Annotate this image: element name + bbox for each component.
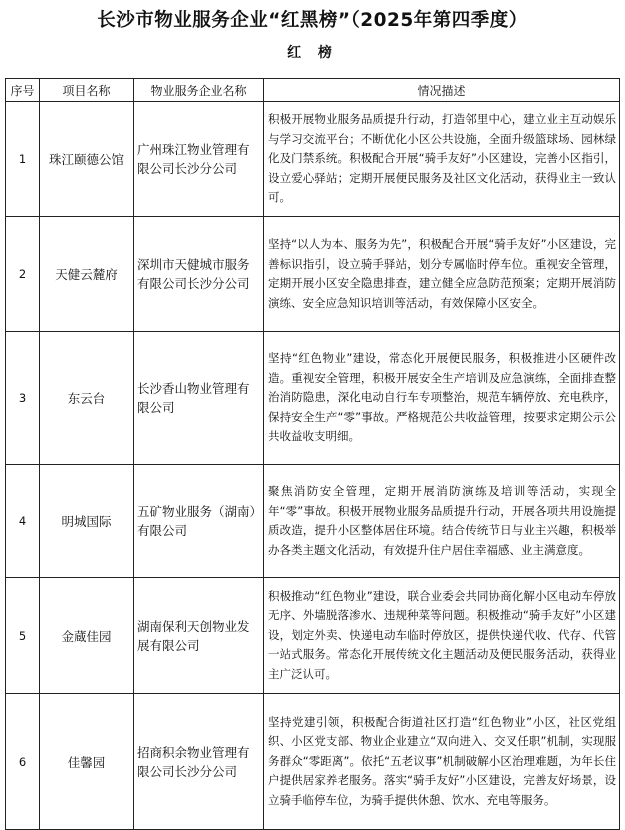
document-subtitle: 红 榜 bbox=[287, 45, 338, 61]
red-list-table bbox=[5, 78, 620, 830]
table-row bbox=[6, 465, 620, 578]
column-header-index: 序号 bbox=[6, 79, 40, 102]
row-index: 4 bbox=[6, 465, 40, 578]
table-row bbox=[6, 217, 620, 332]
row-project-name: 金蔵佳园 bbox=[40, 578, 134, 694]
row-company-name: 五矿物业服务（湖南）有限公司 bbox=[134, 465, 264, 578]
row-project-name: 明城国际 bbox=[40, 465, 134, 578]
column-header-project: 项目名称 bbox=[40, 79, 134, 102]
row-company-name: 深圳市天健城市服务有限公司长沙分公司 bbox=[134, 217, 264, 332]
table-row bbox=[6, 332, 620, 465]
row-description: 坚持“红色物业”建设，常态化开展便民服务，积极推进小区硬件改造。重视安全管理，积极开展安全生产培训及应急演练，全面排查整治消防隐患，深化电动自行车专项整治，规范车辆停放、充电秩序，保持安全生产“零”事故。严格规范公共收益管理，按要求定期公示公共收益收支明细。 bbox=[264, 332, 620, 465]
row-description: 坚持党建引领，积极配合街道社区打造“红色物业”小区，社区党组织、小区党支部、物业企业建立“双向进入、交叉任职”机制，实现服务群众“零距离”。依托“五老议事”机制破解小区治理难题，为年长住户提供居家养老服务。落实“骑手友好”小区建设，完善友好场景，设立骑手临停车位，为骑手提供休憩、饮水、充电等服务。 bbox=[264, 694, 620, 830]
row-description: 积极开展物业服务品质提升行动，打造邻里中心，建立业主互动娱乐与学习交流平台；不断优化小区公共设施，全面升级篮球场、园林绿化及门禁系统。积极配合开展“骑手友好”小区建设，完善小区指引，设立爱心驿站；定期开展便民服务及社区文化活动，获得业主一致认可。 bbox=[264, 102, 620, 217]
table-row bbox=[6, 578, 620, 694]
row-company-name: 长沙香山物业管理有限公司 bbox=[134, 332, 264, 465]
table-header-row bbox=[6, 79, 620, 102]
row-index: 2 bbox=[6, 217, 40, 332]
row-index: 5 bbox=[6, 578, 40, 694]
table-row bbox=[6, 694, 620, 830]
row-project-name: 东云台 bbox=[40, 332, 134, 465]
row-project-name: 珠江颐德公馆 bbox=[40, 102, 134, 217]
row-description: 积极推动“红色物业”建设，联合业委会共同协商化解小区电动车停放无序、外墙脱落渗水、违规种菜等问题。积极推动“骑手友好”小区建设，划定外卖、快递电动车临时停放区，提供快递代收、代存、代管一站式服务。常态化开展传统文化主题活动及便民服务活动，获得业主广泛认可。 bbox=[264, 578, 620, 694]
column-header-company: 物业服务企业名称 bbox=[134, 79, 264, 102]
document-title: 长沙市物业服务企业“红黑榜”（2025年第四季度） bbox=[97, 10, 528, 31]
table-row bbox=[6, 102, 620, 217]
row-project-name: 佳馨园 bbox=[40, 694, 134, 830]
column-header-description: 情况描述 bbox=[264, 79, 620, 102]
row-company-name: 招商积余物业管理有限公司长沙分公司 bbox=[134, 694, 264, 830]
row-description: 坚持“以人为本、服务为先”，积极配合开展“骑手友好”小区建设，完善标识指引，设立骑手驿站，划分专属临时停车位。重视安全管理，定期开展小区安全隐患排查，建立健全应急防范预案；定期开展消防演练、安全应急知识培训等活动，有效保障小区安全。 bbox=[264, 217, 620, 332]
row-index: 6 bbox=[6, 694, 40, 830]
row-project-name: 天健云麓府 bbox=[40, 217, 134, 332]
row-index: 1 bbox=[6, 102, 40, 217]
row-company-name: 广州珠江物业管理有限公司长沙分公司 bbox=[134, 102, 264, 217]
row-description: 聚焦消防安全管理，定期开展消防演练及培训等活动，实现全年“零”事故。积极开展物业服务品质提升行动，开展各项共用设施提质改造，提升小区整体居住环境。结合传统节日与业主兴趣，积极举办各类主题文化活动，有效提升住户居住幸福感、业主满意度。 bbox=[264, 465, 620, 578]
row-company-name: 湖南保利天创物业发展有限公司 bbox=[134, 578, 264, 694]
row-index: 3 bbox=[6, 332, 40, 465]
